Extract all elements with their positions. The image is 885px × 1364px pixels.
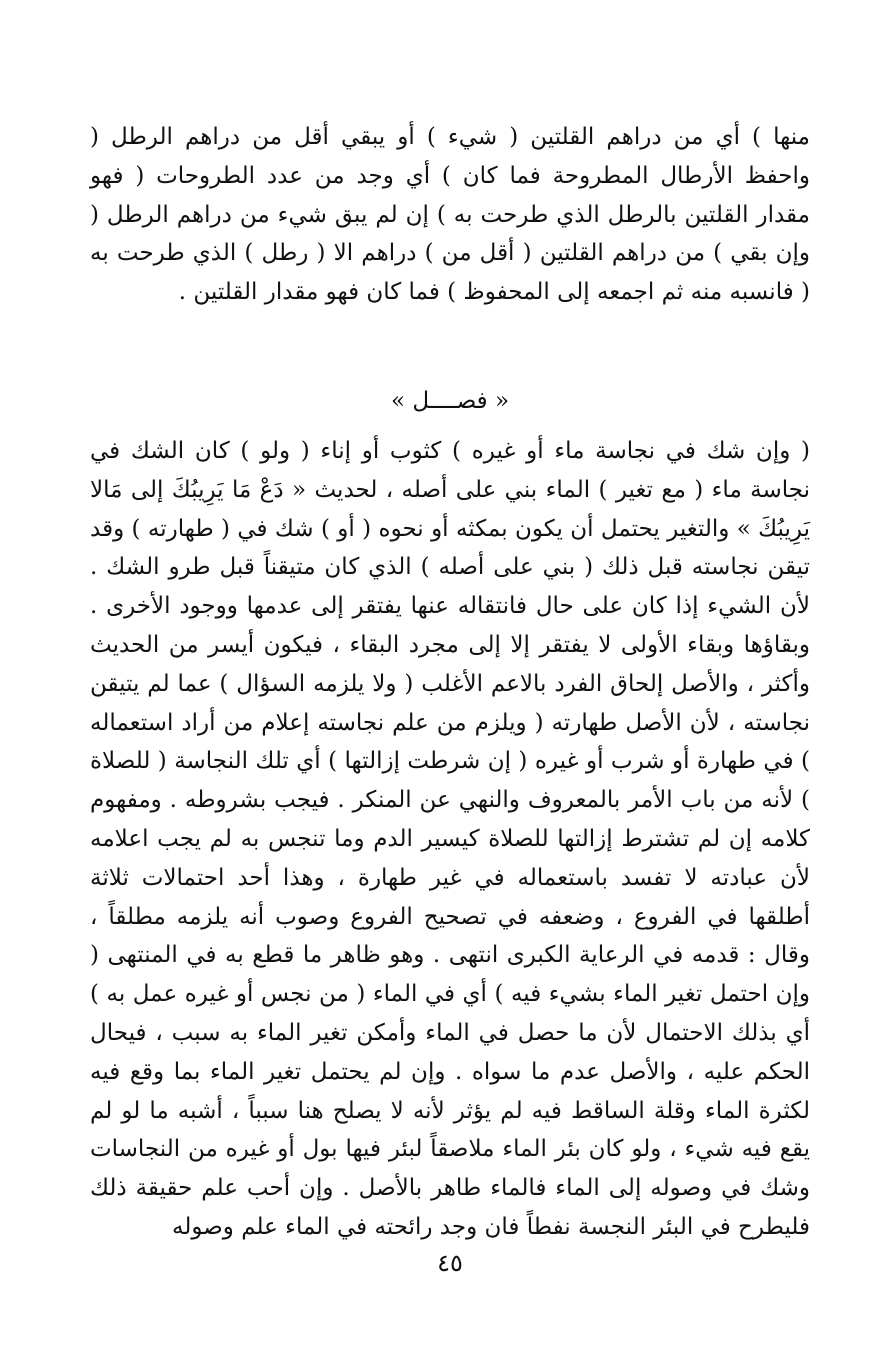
document-page	[90, 118, 810, 1318]
section-heading: « فصــــل »	[390, 388, 510, 414]
page-number: ٤٥	[437, 1249, 463, 1277]
paragraph-continuation: منها ) أي من دراهم القلتين ( شيء ) أو يبقي أقل من دراهم الرطل ( واحفظ الأرطال المطروحة فما كان ) أي وجد من عدد الطروحات ( فهو مقدار القلتين بالرطل الذي طرحت به ) إن لم يبق شيء من دراهم الرطل ( وإن بقي ) من دراهم القلتين ( أقل من ) دراهم الا ( رطل ) الذي طرحت به ( فانسبه منه ثم اجمعه إلى المحفوظ ) فما كان فهو مقدار القلتين .	[90, 124, 810, 306]
paragraph-body: ( وإن شك في نجاسة ماء أو غيره ) كثوب أو إناء ( ولو ) كان الشك في نجاسة ماء ( مع تغير ) الماء بني على أصله ، لحديث « دَعْ مَا يَرِيبُكَ إلى مَالا يَرِيبُكَ » والتغير يحتمل أن يكون بمكثه أو نحوه ( أو ) شك في ( طهارته ) وقد تيقن نجاسته قبل ذلك ( بني على أصله ) الذي كان متيقناً قبل طرو الشك . لأن الشيء إذا كان على حال فانتقاله عنها يفتقر إلى عدمها ووجود الأخرى . وبقاؤها وبقاء الأولى لا يفتقر إلا إلى مجرد البقاء ، فيكون أيسر من الحديث وأكثر ، والأصل إلحاق الفرد بالاعم الأغلب ( ولا يلزمه السؤال ) عما لم يتيقن نجاسته ، لأن الأصل طهارته ( ويلزم من علم نجاسته إعلام من أراد استعماله ) في طهارة أو شرب أو غيره ( إن شرطت إزالتها ) أي تلك النجاسة ( للصلاة ) لأنه من باب الأمر بالمعروف والنهي عن المنكر . فيجب بشروطه . ومفهوم كلامه إن لم تشترط إزالتها للصلاة كيسير الدم وما تنجس به لم يجب اعلامه لأن عبادته لا تفسد باستعماله في غير طهارة ، وهذا أحد احتمالات ثلاثة أطلقها في الفروع ، وضعفه في تصحيح الفروع وصوب أنه يلزمه مطلقاً ، وقال : قدمه في الرعاية الكبرى انتهى . وهو ظاهر ما قطع به في المنتهى ( وإن احتمل تغير الماء بشيء فيه ) أي في الماء ( من نجس أو غيره عمل به ) أي بذلك الاحتمال لأن ما حصل في الماء وأمكن تغير الماء به سبب ، فيحال الحكم عليه ، والأصل عدم ما سواه . وإن لم يحتمل تغير الماء بما وقع فيه لكثرة الماء وقلة الساقط فيه لم يؤثر لأنه لا يصلح هنا سبباً ، أشبه ما لو لم يقع فيه شيء ، ولو كان بئر الماء ملاصقاً لبئر فيها بول أو غيره من النجاسات وشك في وصوله إلى الماء فالماء طاهر بالأصل . وإن أحب علم حقيقة ذلك فليطرح في البئر النجسة نفطاً فان وجد رائحته في الماء علم وصوله	[90, 438, 810, 1240]
